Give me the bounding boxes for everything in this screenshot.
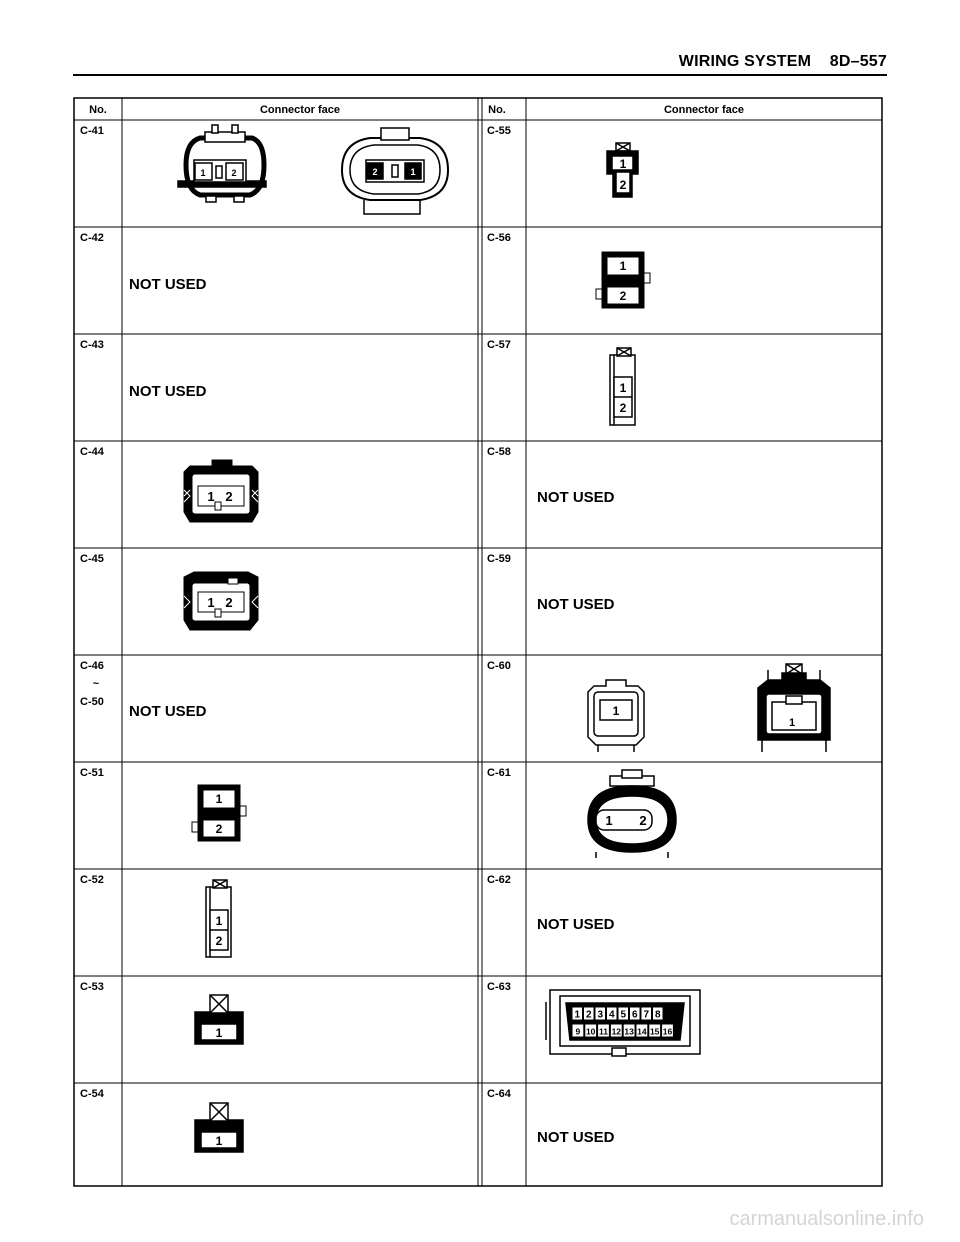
c60-connector-b [758,664,830,752]
pin-label: 2 [225,489,233,504]
c53-pins [216,1026,223,1040]
row-no: C-55 [487,125,511,137]
pin-label: 1 [788,717,796,729]
row-no: C-57 [487,339,511,351]
row-no-tilde: ~ [92,678,100,690]
pin-label: 2 [225,595,233,610]
pin-label: 2 [585,1009,592,1021]
c60-pins-b [789,717,795,729]
pin-label: 12 [611,1026,622,1037]
header-face-left: Connector face [259,104,341,116]
not-used-text: NOT USED [129,703,207,720]
pin-label: 3 [597,1009,604,1021]
c44-connector [184,460,258,522]
pin-label: 1 [207,489,215,504]
pin-label: 13 [624,1026,634,1037]
pin-label: 2 [619,401,627,415]
pin-label: 14 [637,1026,647,1037]
pin-label: 1 [574,1009,581,1021]
pin-label: 1 [605,813,613,828]
header-no-right: No. [488,104,506,116]
pin-label: 10 [585,1026,596,1037]
row-no: C-61 [487,767,511,779]
header-face-right: Connector face [663,104,745,116]
pin-label: 1 [215,914,223,928]
pin-label: 2 [619,178,627,192]
pin-label: 9 [575,1026,581,1037]
header-no-left: No. [89,104,107,116]
watermark: carmanualsonline.info [729,1208,924,1230]
row-no: C-60 [487,660,511,672]
left-row-labels [80,125,105,1100]
not-used-text: NOT USED [537,1129,615,1146]
row-no: C-43 [80,339,104,351]
c45-connector [184,572,258,630]
pin-label: 1 [410,167,416,177]
pin-label: 2 [619,289,627,303]
page-title: WIRING SYSTEM 8D–557 [678,53,887,70]
pin-label: 2 [231,168,237,178]
pin-label: 7 [643,1009,650,1021]
not-used-text: NOT USED [537,489,615,506]
row-no: C-42 [80,232,104,244]
pin-label: 2 [215,934,223,948]
row-no: C-54 [80,1088,104,1100]
pin-label: 1 [619,381,627,395]
row-no: C-59 [487,553,511,565]
c54-pins [216,1134,223,1148]
pin-label: 4 [608,1009,615,1021]
pin-label: 11 [599,1026,608,1037]
pin-label: 1 [215,1026,223,1040]
row-no: C-41 [80,125,104,137]
pin-label: 5 [620,1009,627,1021]
c41-connector-a [178,125,266,202]
pin-label: 1 [619,259,627,273]
pin-label: 2 [372,167,378,177]
row-no: C-56 [487,232,511,244]
pin-label: 15 [649,1026,660,1037]
pin-label: 1 [215,1134,223,1148]
row-no: C-64 [487,1088,511,1100]
row-no: C-51 [80,767,104,779]
row-no: C-62 [487,874,511,886]
pin-label: 1 [215,792,223,806]
pin-label: 1 [200,168,206,178]
row-no-end: C-50 [80,696,104,708]
c61-connector [588,770,676,858]
pin-label: 1 [619,157,627,171]
c60-pins-a [613,704,620,718]
pin-label: 6 [631,1009,638,1021]
not-used-text: NOT USED [129,383,207,400]
c41-connector-b [342,128,448,214]
row-no: C-44 [80,446,104,458]
pin-label: 1 [207,595,215,610]
row-no: C-58 [487,446,511,458]
not-used-text: NOT USED [129,276,207,293]
row-no: C-63 [487,981,511,993]
pin-label: 16 [662,1026,673,1037]
row-no: C-46 [80,660,104,672]
c63-connector [546,990,700,1056]
not-used-text: NOT USED [537,596,615,613]
pin-label: 8 [654,1009,661,1021]
pin-label: 2 [639,813,647,828]
pin-label: 1 [612,704,620,718]
right-row-labels [487,125,512,1100]
pin-label: 2 [215,822,223,836]
row-no: C-53 [80,981,104,993]
row-no: C-45 [80,553,104,565]
not-used-text: NOT USED [537,916,615,933]
row-no: C-52 [80,874,104,886]
